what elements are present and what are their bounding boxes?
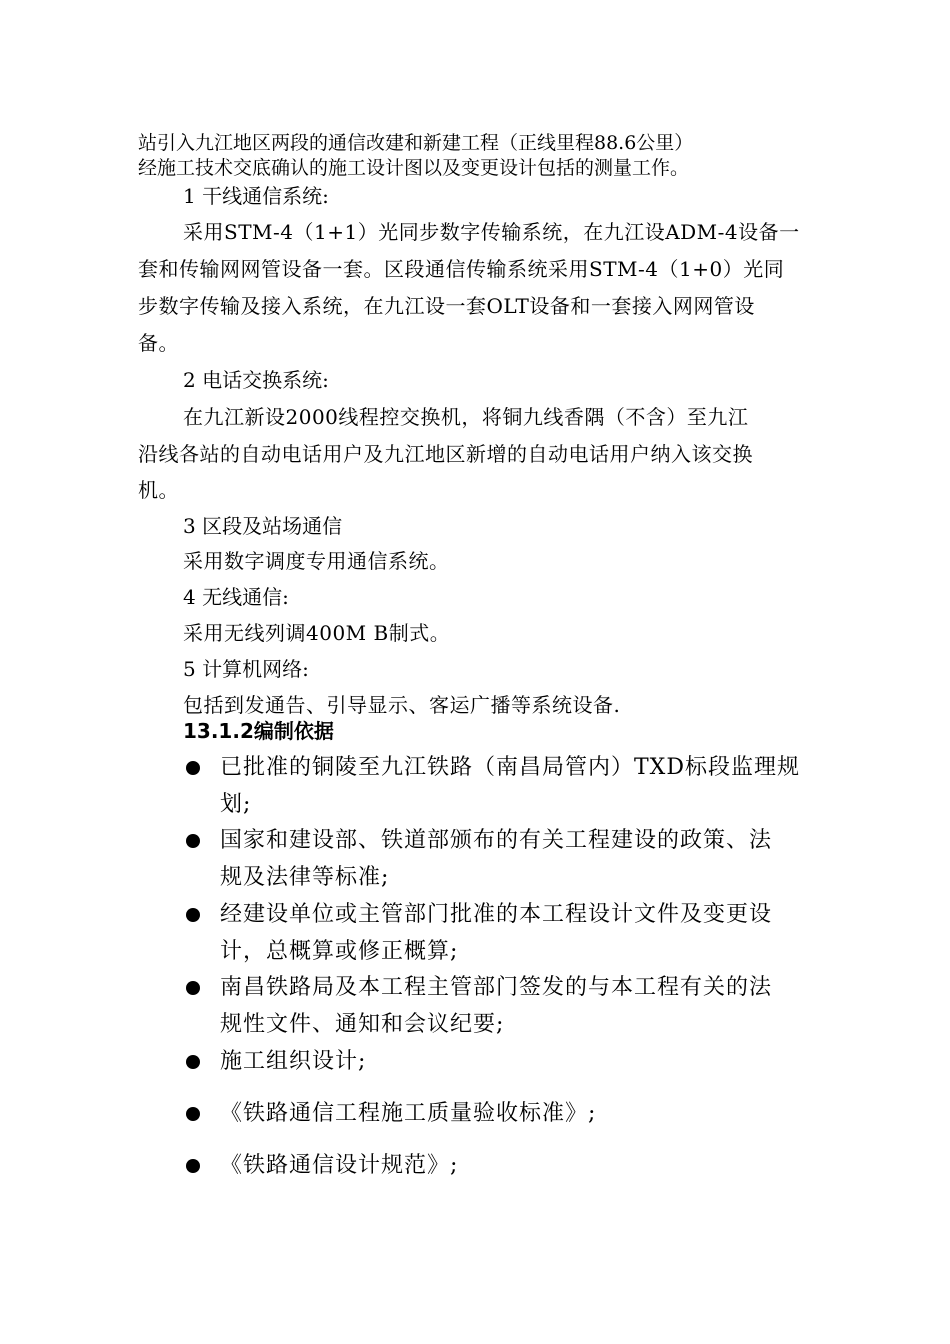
- bullet-icon: [186, 761, 200, 775]
- basis-item-4-line-1: 南昌铁路局及本工程主管部门签发的与本工程有关的法: [220, 975, 773, 1000]
- basis-item-4-line-2: 规性文件、通知和会议纪要;: [220, 1012, 505, 1037]
- section-4-line-1: 采用无线列调400M B制式。: [183, 621, 451, 645]
- section-1-line-3: 步数字传输及接入系统，在九江设一套OLT设备和一套接入网网管设: [138, 294, 755, 318]
- section-2-line-2: 沿线各站的自动电话用户及九江地区新增的自动电话用户纳入该交换: [138, 442, 753, 466]
- section-2-line-1: 在九江新设2000线程控交换机，将铜九线香隅（不含）至九江: [183, 405, 749, 429]
- basis-item-2-line-1: 国家和建设部、铁道部颁布的有关工程建设的政策、法: [220, 828, 773, 853]
- bullet-icon: [186, 834, 200, 848]
- section-2-heading: 2 电话交换系统:: [183, 368, 329, 392]
- bullet-icon: [186, 1159, 200, 1173]
- basis-item-6-line-1: 《铁路通信工程施工质量验收标准》;: [220, 1101, 597, 1126]
- section-1-line-4: 备。: [138, 331, 179, 355]
- section-1-line-1: 采用STM-4（1+1）光同步数字传输系统，在九江设ADM-4设备一: [183, 220, 800, 244]
- section-5-heading: 5 计算机网络:: [183, 657, 309, 681]
- bullet-icon: [186, 981, 200, 995]
- section-1-heading: 1 干线通信系统:: [183, 184, 329, 208]
- basis-item-5-line-1: 施工组织设计;: [220, 1049, 367, 1074]
- intro-line-2: 经施工技术交底确认的施工设计图以及变更设计包括的测量工作。: [138, 157, 690, 179]
- section-3-line-1: 采用数字调度专用通信系统。: [183, 549, 450, 573]
- bullet-icon: [186, 908, 200, 922]
- basis-item-3-line-1: 经建设单位或主管部门批准的本工程设计文件及变更设: [220, 902, 773, 927]
- section-5-line-1: 包括到发通告、引导显示、客运广播等系统设备.: [183, 693, 621, 717]
- basis-heading: 13.1.2编制依据: [183, 719, 334, 743]
- basis-item-1-line-2: 划;: [220, 792, 252, 817]
- basis-item-2-line-2: 规及法律等标准;: [220, 865, 390, 890]
- bullet-icon: [186, 1055, 200, 1069]
- basis-item-7-line-1: 《铁路通信设计规范》;: [220, 1153, 459, 1178]
- intro-line-1: 站引入九江地区两段的通信改建和新建工程（正线里程88.6公里）: [138, 132, 694, 154]
- bullet-icon: [186, 1107, 200, 1121]
- basis-item-1-line-1: 已批准的铜陵至九江铁路（南昌局管内）TXD标段监理规: [220, 755, 800, 780]
- basis-item-3-line-2: 计，总概算或修正概算;: [220, 939, 459, 964]
- section-3-heading: 3 区段及站场通信: [183, 514, 343, 538]
- section-4-heading: 4 无线通信:: [183, 585, 289, 609]
- section-1-line-2: 套和传输网网管设备一套。区段通信传输系统采用STM-4（1+0）光同: [138, 257, 785, 281]
- section-2-line-3: 机。: [138, 478, 179, 502]
